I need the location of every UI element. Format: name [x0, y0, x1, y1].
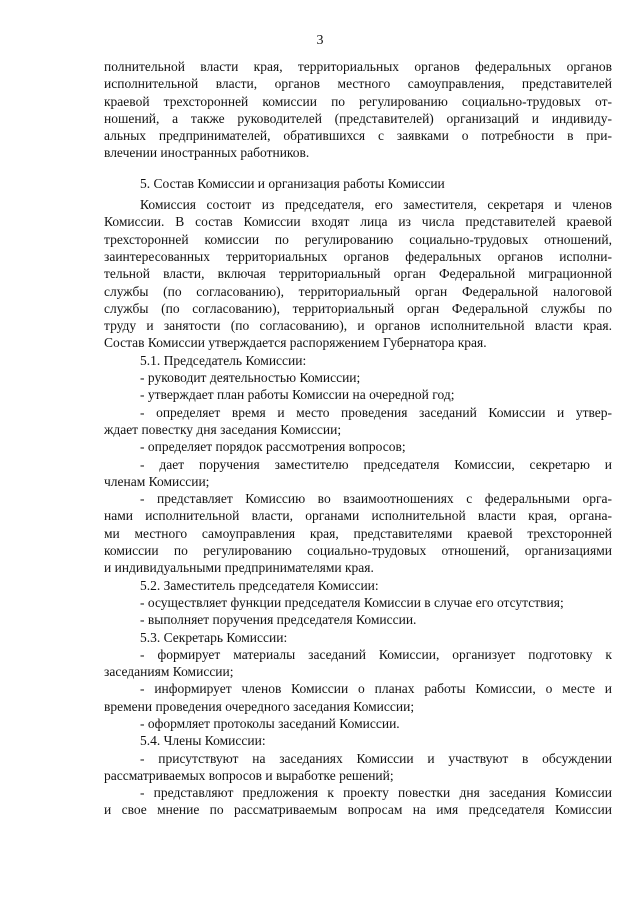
list-item-continuation: времени проведения очередного заседания Комиссии; [104, 698, 415, 714]
text-line: заинтересованных территориальных органов федеральных органов исполни- [104, 248, 612, 264]
list-item: - оформляет протоколы заседаний Комиссии. [140, 715, 400, 731]
list-item: - дает поручения заместителю председателя Комиссии, секретарю и [140, 456, 612, 472]
section-5-1 [104, 352, 612, 577]
list-item-continuation: и индивидуальными предпринимателями края. [104, 560, 374, 576]
text-line: тельной власти, включая территориальный орган Федеральной миграционной [104, 266, 612, 282]
text-line: труду и занятости (по согласованию), и органов исполнительной власти края. [104, 318, 612, 334]
text-line: альных предпринимателей, обратившихся с заявками о потребности в при- [104, 128, 612, 144]
subsection-title: 5.4. Члены Комиссии: [140, 733, 266, 749]
list-item: - формирует материалы заседаний Комиссии, организует подготовку к [140, 646, 612, 662]
list-item-continuation: членам Комиссии; [104, 473, 210, 489]
list-item-continuation: рассматриваемых вопросов и выработке решений; [104, 767, 394, 783]
list-item: - определяет время и место проведения заседаний Комиссии и утвер- [140, 404, 612, 420]
text-line: службы (по согласованию), территориальный орган Федеральной налоговой [104, 283, 612, 299]
list-item: - определяет порядок рассмотрения вопросов; [140, 439, 406, 455]
text-line: исполнительной власти, органов местного самоуправления, представителей [104, 76, 612, 92]
section-5-4 [104, 732, 612, 818]
section-5-3 [104, 629, 612, 733]
text-line: Комиссии. В состав Комиссии входят лица из числа представителей краевой [104, 214, 612, 230]
text-line: краевой трехсторонней комиссии по регулированию социально-трудовых от- [104, 93, 612, 109]
text-line: полнительной власти края, территориальных органов федеральных органов [104, 59, 612, 74]
section-5-2 [104, 577, 612, 629]
list-item: - руководит деятельностью Комиссии; [140, 370, 361, 386]
list-item: - представляют предложения к проекту повестки дня заседания Комиссии [140, 785, 612, 801]
list-item: - утверждает план работы Комиссии на очередной год; [140, 387, 455, 403]
text-line: Комиссия состоит из председателя, его заместителя, секретаря и членов [140, 197, 612, 213]
intro-paragraph [104, 58, 612, 162]
text-line: Состав Комиссии утверждается распоряжением Губернатора края. [104, 335, 487, 351]
page-number: 3 [316, 33, 324, 48]
document-body [104, 58, 612, 819]
section-heading: 5. Состав Комиссии и организация работы Комиссии [140, 175, 445, 191]
list-item-continuation: нами исполнительной власти, органами исполнительной власти края, органа- [104, 508, 612, 524]
subsection-title: 5.2. Заместитель председателя Комиссии: [140, 577, 379, 593]
text-line: влечении иностранных работников. [104, 145, 310, 161]
list-item: - выполняет поручения председателя Комиссии. [140, 612, 417, 628]
text-line: службы (по согласованию), территориальный орган Федеральной службы по [104, 300, 612, 316]
list-item-continuation: ми местного самоуправления края, представителями краевой трехсторонней [104, 525, 612, 541]
list-item-continuation: ждает повестку дня заседания Комиссии; [104, 421, 342, 437]
subsection-title: 5.3. Секретарь Комиссии: [140, 629, 288, 645]
list-item-continuation: комиссии по регулированию социально-трудовых отношений, организациями [104, 543, 612, 559]
list-item: - представляет Комиссию во взаимоотношениях с федеральными орга- [140, 491, 612, 507]
list-item: - информирует членов Комиссии о планах работы Комиссии, о месте и [140, 681, 612, 697]
list-item-continuation: и свое мнение по рассматриваемым вопросам на имя председателя Комиссии [104, 802, 612, 818]
list-item: - осуществляет функции председателя Комиссии в случае его отсутствия; [140, 594, 564, 610]
composition-paragraph [104, 196, 612, 352]
text-line: ношений, а также руководителей (представителей) организаций и индивиду- [104, 110, 612, 126]
list-item: - присутствуют на заседаниях Комиссии и участвуют в обсуждении [140, 750, 612, 766]
list-item-continuation: заседаниям Комиссии; [104, 664, 234, 680]
text-line: трехсторонней комиссии по регулированию социально-трудовых отношений, [104, 231, 612, 247]
subsection-title: 5.1. Председатель Комиссии: [140, 352, 307, 368]
